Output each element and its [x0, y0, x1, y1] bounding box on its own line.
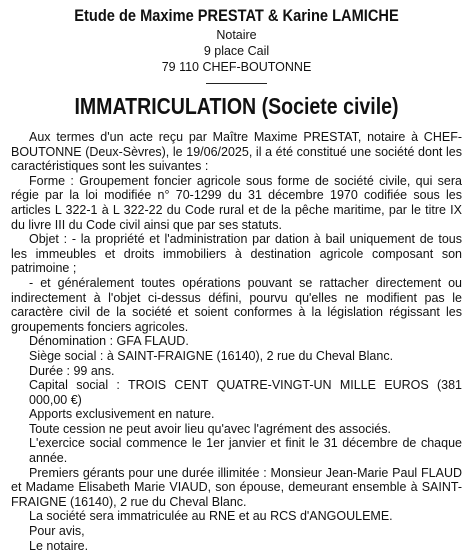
signature-line: Le notaire.: [29, 538, 89, 553]
objet-paragraph: Objet : - la propriété et l'administration par dation à bail uniquement de tous les immeubles et droits immobiliers à destination agricole composant son patrimoine ;: [11, 232, 462, 276]
header-divider: [206, 83, 267, 84]
pour-avis-line: Pour avis,: [29, 524, 85, 539]
exercice-line: L'exercice social commence le 1er janvier et finit le 31 décembre de chaque année.: [29, 436, 462, 466]
siege-line: Siège social : à SAINT-FRAIGNE (16140), 2 rue du Cheval Blanc.: [29, 348, 394, 363]
firm-city: 79 110 CHEF-BOUTONNE: [161, 60, 312, 74]
cession-line: Toute cession ne peut avoir lieu qu'avec l'agrément des associés.: [29, 421, 391, 436]
intro-paragraph: Aux termes d'un acte reçu par Maître Maxime PRESTAT, notaire à CHEF-BOUTONNE (Deux-Sèvres), le 19/06/2025, il a été constitué une société dont les caractéristiques sont les suivantes :: [11, 130, 462, 174]
objet-continued-paragraph: - et généralement toutes opérations pouvant se rattacher directement ou indirectement à l'objet ci-dessus défini, pourvu qu'elles ne modifient pas le caractère civil de la société et soient conformes à la législation régissant les groupements fonciers agricoles.: [11, 275, 462, 334]
denomination-line: Dénomination : GFA FLAUD.: [29, 334, 189, 349]
firm-street: 9 place Cail: [203, 44, 270, 58]
rcs-line: La société sera immatriculée au RNE et au RCS d'ANGOULEME.: [29, 509, 393, 524]
notice-body: [11, 130, 462, 553]
gerants-paragraph: Premiers gérants pour une durée illimitée : Monsieur Jean-Marie Paul FLAUD et Madame Elisabeth Marie VIAUD, son épouse, demeurant ensemble à SAINT-FRAIGNE (16140), 2 rue du Cheval Blanc.: [11, 465, 462, 509]
firm-role: Notaire: [216, 28, 257, 42]
forme-paragraph: Forme : Groupement foncier agricole sous forme de société civile, qui sera régie par la loi modifiée n° 70-1299 du 31 décembre 1970 codifiée sous les articles L 322-1 à L 322-22 du Code rural et de la pêche maritime, par le titre IX du livre III du Code civil ainsi que par ses statuts.: [11, 173, 462, 232]
notice-title: IMMATRICULATION (Societe civile): [74, 93, 399, 119]
capital-line: Capital social : TROIS CENT QUATRE-VINGT-UN MILLE EUROS (381 000,00 €): [29, 378, 462, 407]
apports-line: Apports exclusivement en nature.: [29, 407, 215, 422]
firm-name: Etude de Maxime PRESTAT & Karine LAMICHE: [74, 6, 399, 25]
duree-line: Durée : 99 ans.: [29, 363, 115, 378]
